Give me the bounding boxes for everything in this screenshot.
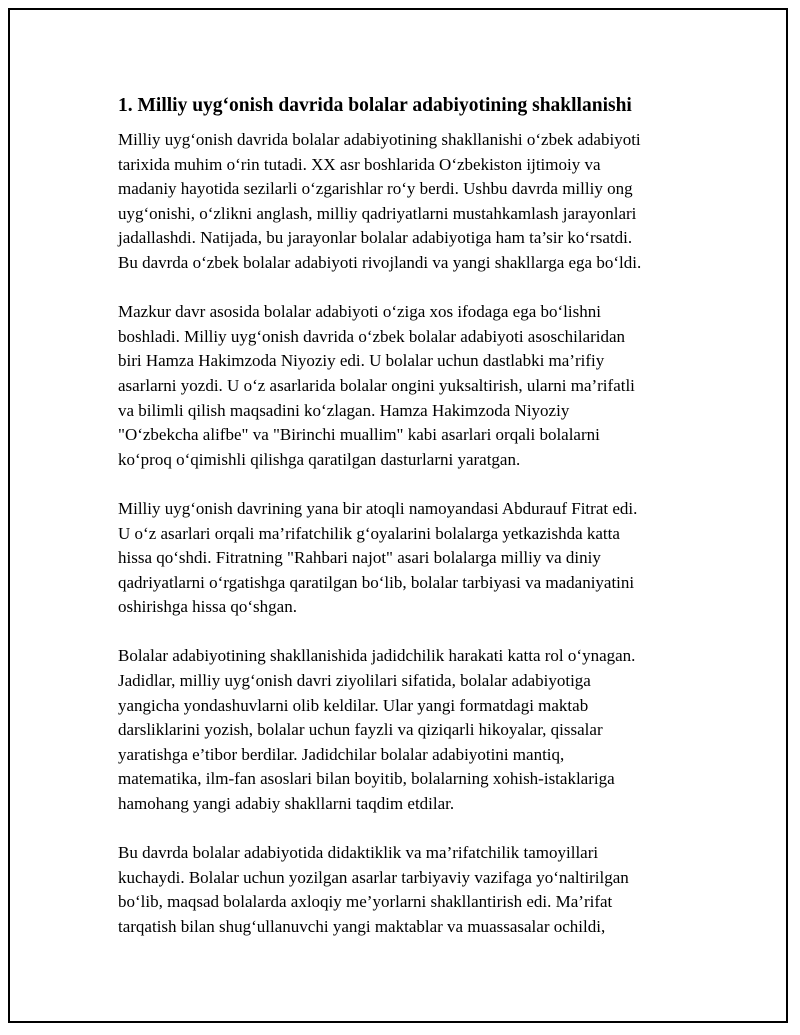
text-line: asarlarni yozdi. U o‘z asarlarida bolalar ongini yuksaltirish, ularni ma’rifatli [118, 375, 635, 395]
text-line: Bu davrda o‘zbek bolalar adabiyoti rivojlandi va yangi shakllarga ega bo‘ldi. [118, 252, 642, 272]
text-line: darsliklarini yozish, bolalar uchun fayzli va qiziqarli hikoyalar, qissalar [118, 720, 603, 740]
text-line: va bilimli qilish maqsadini ko‘zlagan. Hamza Hakimzoda Niyoziy [118, 400, 570, 420]
text-line: matematika, ilm-fan asoslari bilan boyitib, bolalarning xohish-istaklariga [118, 769, 615, 789]
paragraph-4 [118, 644, 688, 816]
text-line: kuchaydi. Bolalar uchun yozilgan asarlar tarbiyaviy vazifaga yo‘naltirilgan [118, 867, 629, 887]
paragraph-1 [118, 128, 688, 276]
text-line: hamohang yangi adabiy shakllarni taqdim etdilar. [118, 794, 455, 814]
text-line: madaniy hayotida sezilarli o‘zgarishlar ro‘y berdi. Ushbu davrda milliy ong [118, 179, 633, 199]
paragraph-3 [118, 497, 688, 620]
text-line: ko‘proq o‘qimishli qilishga qaratilgan dasturlarni yaratgan. [118, 449, 521, 469]
text-line: Jadidlar, milliy uyg‘onish davri ziyolilari sifatida, bolalar adabiyotiga [118, 671, 591, 691]
paragraph-5 [118, 841, 688, 939]
text-line: Mazkur davr asosida bolalar adabiyoti o‘ziga xos ifodaga ega bo‘lishni [118, 302, 601, 322]
text-line: Bu davrda bolalar adabiyotida didaktiklik va ma’rifatchilik tamoyillari [118, 843, 599, 863]
text-line: Milliy uyg‘onish davrida bolalar adabiyotining shakllanishi o‘zbek adabiyoti [118, 130, 641, 149]
text-line: hissa qo‘shdi. Fitratning "Rahbari najot" asari bolalarga milliy va diniy [118, 548, 601, 568]
paragraph-2 [118, 300, 688, 472]
text-line: jadallashdi. Natijada, bu jarayonlar bolalar adabiyotiga ham ta’sir ko‘rsatdi. [118, 228, 633, 248]
text-line: uyg‘onishi, o‘zlikni anglash, milliy qadriyatlarni mustahkamlash jarayonlari [118, 203, 637, 223]
text-line: yaratishga e’tibor berdilar. Jadidchilar bolalar adabiyotini mantiq, [118, 744, 565, 764]
text-line: "O‘zbekcha alifbe" va "Birinchi muallim" kabi asarlari orqali bolalarni [118, 425, 600, 445]
text-line: tarqatish bilan shug‘ullanuvchi yangi maktablar va muassasalar ochildi, [118, 917, 606, 936]
document-body [118, 92, 688, 964]
text-line: oshirishga hissa qo‘shgan. [118, 597, 297, 617]
text-line: yangicha yondashuvlarni olib keldilar. Ular yangi formatdagi maktab [118, 695, 589, 715]
text-line: U o‘z asarlari orqali ma’rifatchilik g‘oyalarini bolalarga yetkazishda katta [118, 523, 620, 543]
text-line: bo‘lib, maqsad bolalarda axloqiy me’yorlarni shakllantirish edi. Ma’rifat [118, 892, 613, 912]
text-line: biri Hamza Hakimzoda Niyoziy edi. U bolalar uchun dastlabki ma’rifiy [118, 351, 605, 371]
text-line: Milliy uyg‘onish davrining yana bir atoqli namoyandasi Abdurauf Fitrat edi. [118, 498, 638, 518]
text-line: boshladi. Milliy uyg‘onish davrida o‘zbek bolalar adabiyoti asoschilaridan [118, 326, 626, 346]
text-line: tarixida muhim o‘rin tutadi. XX asr boshlarida O‘zbekiston ijtimoiy va [118, 154, 601, 174]
text-line: Bolalar adabiyotining shakllanishida jadidchilik harakati katta rol o‘ynagan. [118, 646, 636, 666]
section-heading: 1. Milliy uyg‘onish davrida bolalar adabiyotining shakllanishi [118, 95, 632, 116]
text-line: qadriyatlarni o‘rgatishga qaratilgan bo‘lib, bolalar tarbiyasi va madaniyatini [118, 572, 635, 592]
